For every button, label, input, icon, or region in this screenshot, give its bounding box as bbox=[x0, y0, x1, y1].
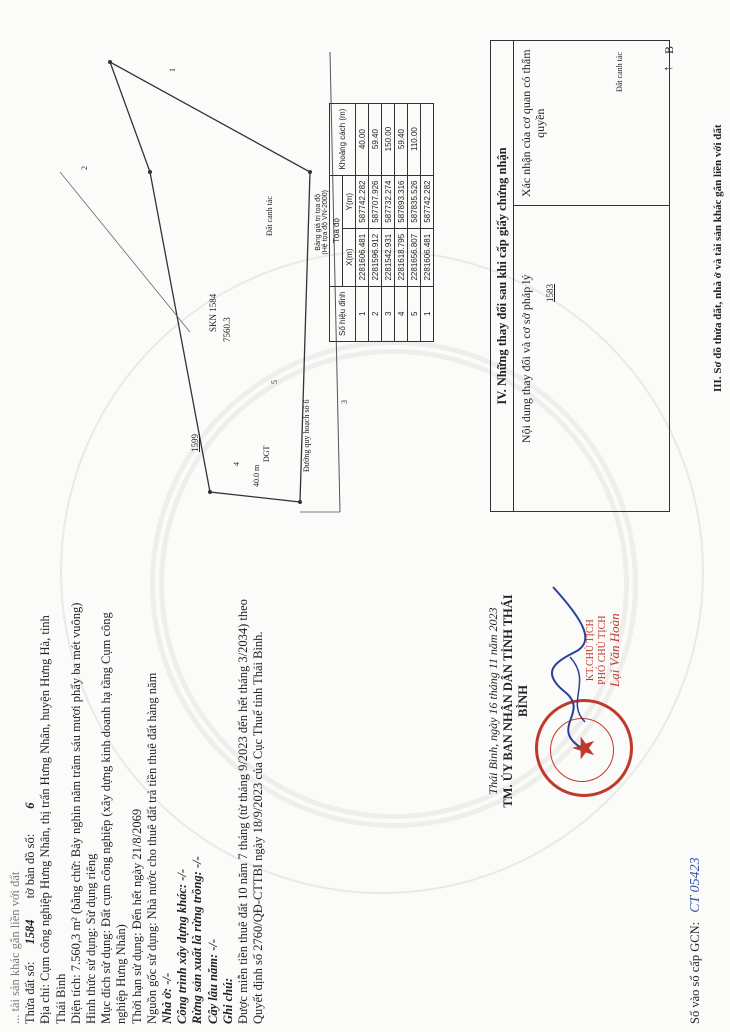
table-row: 3 2281542.931 587732.274 150.00 bbox=[382, 103, 395, 341]
changes-title: IV. Những thay đổi sau khi cấp giấy chứng nhận bbox=[491, 41, 514, 511]
neighbor-line bbox=[60, 172, 190, 332]
parcel-line: Thửa đất số: 1584 tờ bản đồ số: 6 bbox=[23, 802, 38, 1024]
use-purpose-cont: nghiệp Hưng Nhân) bbox=[114, 924, 129, 1024]
official-seal: ★ bbox=[535, 699, 633, 797]
neighbor-1583: 1583 bbox=[545, 284, 555, 302]
changes-table bbox=[490, 40, 670, 512]
area: Diện tích: 7.560,3 m² (bằng chữ: Bảy nghìn năm trăm sáu mươi phẩy ba mét vuông) bbox=[68, 602, 83, 1024]
planted-forest: Rừng sản xuất là rừng trồng: -/- bbox=[190, 856, 205, 1024]
perennial-trees: Cây lâu năm: -/- bbox=[205, 938, 220, 1024]
signer-title-1: KT.CHỦ TỊCH bbox=[585, 619, 596, 682]
vertex-label-4: 4 bbox=[232, 462, 241, 466]
coordinate-table bbox=[315, 103, 434, 342]
address-cont: Thái Bình bbox=[53, 973, 68, 1024]
section-header: III. Sơ đồ thửa đất, nhà ở và tài sản khác gắn liền với đất bbox=[712, 124, 724, 392]
use-form: Hình thức sử dụng: Sử dụng riêng bbox=[84, 853, 99, 1024]
signing-block bbox=[486, 586, 531, 816]
table-row: 2 2281596.912 587707.926 59.40 bbox=[369, 103, 382, 341]
use-term: Thời hạn sử dụng: Đến hết ngày 21/8/2069 bbox=[129, 808, 144, 1024]
changes-col-confirm: Xác nhận của cơ quan có thẩm quyền bbox=[519, 49, 547, 198]
vertex-marker-2 bbox=[148, 170, 152, 174]
issuing-org: TM. ỦY BAN NHÂN DÂN TỈNH THÁI BÌNH bbox=[501, 594, 530, 808]
coord-grid: Số hiệu đỉnh Tọa độ Khoảng cách (m) X(m) Y(m) 1 2281606.481 587742.282 40.00 2 2281596.912 587707.926 59.40 3 2281542.931 587732.274 150.00 4 2281618.795 587893.316 59.40 5 2281656.807 587835.526 110.00 1 2281606.481 587742.282 bbox=[329, 103, 434, 342]
changes-col-content: Nội dung thay đổi và cơ sở pháp lý bbox=[513, 206, 669, 512]
note-line-2: Quyết định số 2760/QĐ-CTTBI ngày 18/9/2023 của Cục Thuế tỉnh Thái Bình. bbox=[251, 631, 266, 1024]
table-row: 1 2281606.481 587742.282 40.00 bbox=[356, 103, 369, 341]
vertex-label-1: 1 bbox=[168, 68, 177, 72]
notes-label: Ghi chú: bbox=[220, 977, 235, 1024]
vertex-marker-4 bbox=[298, 500, 302, 504]
map-sheet-no: 6 bbox=[23, 802, 38, 809]
other-construction: Công trình xây dựng khác: -/- bbox=[175, 868, 190, 1024]
signer-block bbox=[585, 613, 621, 687]
info-header: ... tài sản khác gắn liền với đất bbox=[8, 871, 22, 1024]
signer-name: Lại Văn Hoàn bbox=[607, 613, 622, 687]
address: Địa chỉ: Cụm công nghiệp Hưng Nhân, thị trấn Hưng Nhân, huyện Hưng Hà, tỉnh bbox=[38, 615, 53, 1024]
place-date: Thái Bình, ngày 16 tháng 11 năm 2023 bbox=[486, 607, 500, 795]
parcel-boundary bbox=[110, 62, 310, 502]
note-line-1: Được miễn tiền thuê đất 10 năm 7 tháng (từ tháng 9/2023 đến hết tháng 3/2034) theo bbox=[236, 599, 251, 1024]
land-info bbox=[8, 544, 266, 1024]
vertex-marker-5 bbox=[308, 170, 312, 174]
vertex-label-3: 3 bbox=[340, 400, 349, 404]
parcel-no: 1584 bbox=[23, 919, 38, 945]
vertex-marker-3 bbox=[208, 490, 212, 494]
vertex-marker-1 bbox=[108, 60, 112, 64]
table-row: 4 2281618.795 587893.316 59.40 bbox=[395, 103, 408, 341]
north-arrow-icon: ↑ bbox=[660, 65, 675, 72]
registry-serial: Số vào sổ cấp GCN: CT 05423 bbox=[688, 857, 703, 1024]
side-note: Đất canh tác bbox=[265, 196, 274, 236]
north-label: B bbox=[662, 45, 676, 54]
registry-number: CT 05423 bbox=[688, 857, 703, 913]
road-label: Đường quy hoạch số 6 bbox=[302, 399, 311, 472]
neighbor-top-label: Đất canh tác bbox=[615, 52, 624, 92]
use-origin: Nguồn gốc sử dụng: Nhà nước cho thuê đất trả tiền thuê đất hàng năm bbox=[144, 672, 159, 1024]
vertex-label-2: 2 bbox=[80, 166, 89, 170]
parcel-area-label: 7560.3 bbox=[222, 317, 232, 342]
signer-title-2: PHÓ CHỦ TỊCH bbox=[597, 615, 608, 685]
table-row: 5 2281656.807 587835.526 110.00 bbox=[408, 103, 421, 341]
coord-table-subtitle: (Hệ tọa độ VN-2000) bbox=[322, 190, 329, 255]
vertex-label-5: 5 bbox=[270, 380, 279, 384]
neighbor-1599: 1599 bbox=[190, 434, 200, 452]
coord-table-title: Bảng giá trị tọa độ bbox=[315, 193, 322, 251]
house: Nhà ở: -/- bbox=[160, 972, 175, 1024]
parcel-code: SKN 1584 bbox=[208, 293, 218, 332]
table-row: 1 2281606.481 587742.282 bbox=[421, 103, 434, 341]
road-width: 40.0 m bbox=[252, 464, 261, 487]
road-code: DGT bbox=[262, 445, 271, 462]
use-purpose: Mục đích sử dụng: Đất cụm công nghiệp (xây dựng kinh doanh hạ tầng Cụm công bbox=[99, 612, 114, 1024]
